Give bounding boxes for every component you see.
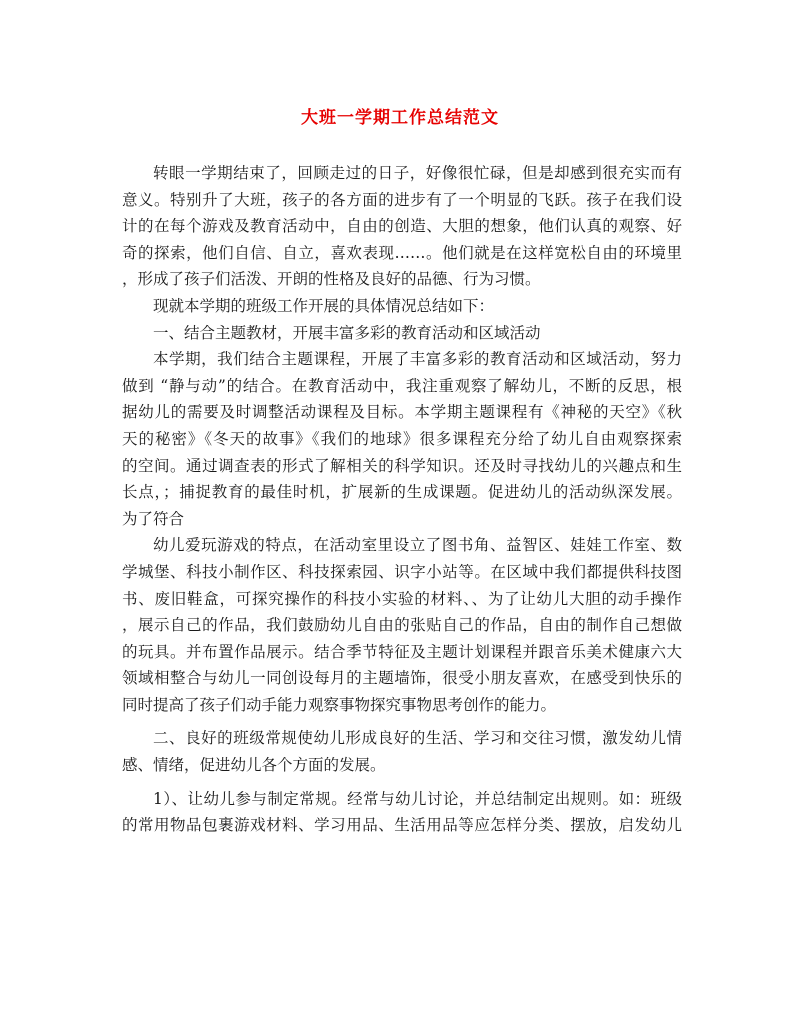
document-title: 大班一学期工作总结范文	[301, 108, 499, 128]
text-line: 的常用物品包裹游戏材料、学习用品、生活用品等应怎样分类、摆放，启发幼儿	[122, 816, 682, 835]
section-heading: 二、良好的班级常规使幼儿形成良好的生活、学习和交往习惯，激发幼儿情	[153, 729, 682, 748]
text-line: 书、废旧鞋盒，可探究操作的科技小实验的材料、、为了让幼儿大胆的动手操作	[122, 589, 682, 608]
text-line: 计的在每个游戏及教育活动中，自由的创造、大胆的想象，他们认真的观察、好	[122, 217, 682, 236]
text-line: 1）、让幼儿参与制定常规。经常与幼儿讨论，并总结制定出规则。如：班级	[153, 789, 682, 808]
text-line: 长点，；捕捉教育的最佳时机，扩展新的生成课题。促进幼儿的活动纵深发展。	[122, 483, 682, 502]
text-line: ，展示自己的作品，我们鼓励幼儿自由的张贴自己的作品，自由的制作自己想做	[122, 616, 682, 635]
text-line: 转眼一学期结束了，回顾走过的日子，好像很忙碌，但是却感到很充实而有	[153, 164, 682, 182]
text-line: 奇的探索，他们自信、自立，喜欢表现……。他们就是在这样宽松自由的环境里	[122, 243, 682, 262]
section-heading: 一、结合主题教材，开展丰富多彩的教育活动和区域活动	[153, 323, 541, 342]
text-line: 的空间。通过调查表的形式了解相关的科学知识。还及时寻找幼儿的兴趣点和生	[122, 456, 682, 475]
text-line: 意义。特别升了大班，孩子的各方面的进步有了一个明显的飞跃。孩子在我们设	[122, 190, 682, 209]
text-line: 据幼儿的需要及时调整活动课程及目标。本学期主题课程有《神秘的天空》《秋	[122, 403, 682, 422]
text-line: 做到 “静与动”的结合。在教育活动中，我注重观察了解幼儿，不断的反思，根	[122, 376, 682, 395]
text-line: 本学期，我们结合主题课程，开展了丰富多彩的教育活动和区域活动，努力	[153, 350, 682, 369]
text-line: 的玩具。并布置作品展示。结合季节特征及主题计划课程并跟音乐美术健康六大	[122, 642, 682, 661]
text-line: ，形成了孩子们活泼、开朗的性格及良好的品德、行为习惯。	[122, 270, 541, 289]
text-line: 幼儿爱玩游戏的特点，在活动室里设立了图书角、益智区、娃娃工作室、数	[153, 536, 682, 555]
text-line: 感、情绪，促进幼儿各个方面的发展。	[122, 756, 386, 775]
text-line: 领域相整合与幼儿一同创设每月的主题墙饰，很受小朋友喜欢，在感受到快乐的	[122, 669, 682, 688]
document-body	[122, 160, 682, 839]
text-line: 天的秘密》《冬天的故事》《我们的地球》很多课程充分给了幼儿自由观察探索	[122, 429, 682, 448]
text-line: 学城堡、科技小制作区、科技探索园、识字小站等。在区域中我们都提供科技图	[122, 562, 682, 581]
text-line: 同时提高了孩子们动手能力观察事物探究事物思考创作的能力。	[122, 695, 557, 714]
text-line: 为了符合	[122, 509, 185, 528]
text-line: 现就本学期的班级工作开展的具体情况总结如下：	[153, 296, 495, 315]
